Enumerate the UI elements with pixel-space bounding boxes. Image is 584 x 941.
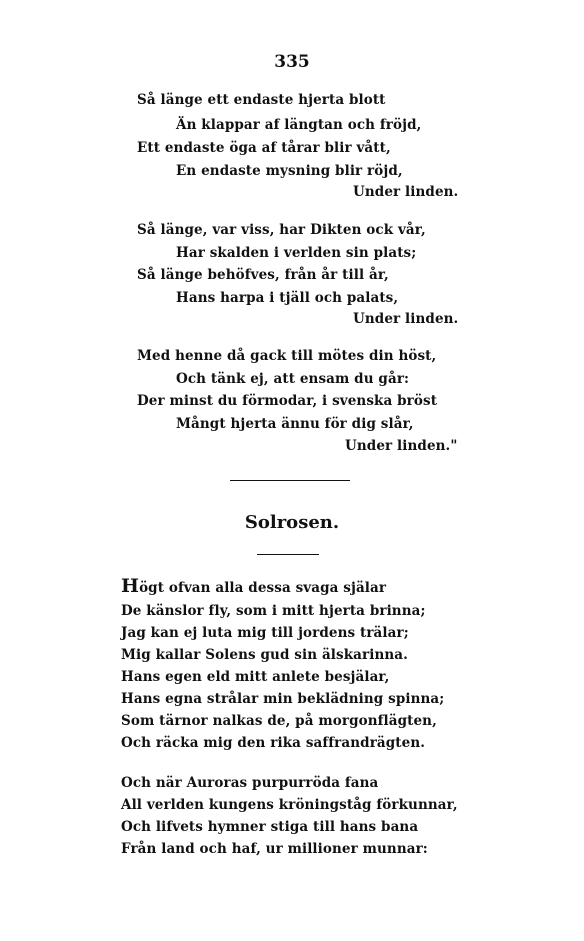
verse-line: Hans harpa i tjäll och palats, xyxy=(176,290,399,306)
verse-line: Mig kallar Solens gud sin älskarinna. xyxy=(121,647,408,663)
verse-line: Så länge, var viss, har Dikten ock vår, xyxy=(137,222,426,238)
verse-line: Från land och haf, ur millioner munnar: xyxy=(121,841,428,857)
drop-initial: H xyxy=(121,575,140,597)
refrain-line: Under linden." xyxy=(345,438,458,454)
verse-line: De känslor fly, som i mitt hjerta brinna; xyxy=(121,603,426,619)
verse-line-text: ögt ofvan alla dessa svaga själar xyxy=(139,580,387,596)
refrain-line: Under linden. xyxy=(353,184,459,200)
page-number: 335 xyxy=(274,52,310,72)
verse-line: Hans egna strålar min beklädning spinna; xyxy=(121,691,445,707)
verse-line: Så länge ett endaste hjerta blott xyxy=(137,92,386,108)
verse-line: Och när Auroras purpurröda fana xyxy=(121,775,379,791)
verse-line: Har skalden i verlden sin plats; xyxy=(176,245,417,261)
verse-line: Så länge behöfves, från år till år, xyxy=(137,267,389,283)
verse-line: Som tärnor nalkas de, på morgonflägten, xyxy=(121,713,437,729)
verse-line: Ett endaste öga af tårar blir vått, xyxy=(137,140,391,156)
verse-line: Än klappar af längtan och fröjd, xyxy=(176,117,422,133)
poem-title: Solrosen. xyxy=(244,512,340,533)
verse-line: En endaste mysning blir röjd, xyxy=(176,163,403,179)
verse-line: Och räcka mig den rika saffrandrägten. xyxy=(121,735,426,751)
verse-line xyxy=(121,577,386,596)
verse-line: Och lifvets hymner stiga till hans bana xyxy=(121,819,419,835)
verse-line: Hans egen eld mitt anlete besjälar, xyxy=(121,669,390,685)
verse-line: Med henne då gack till mötes din höst, xyxy=(137,348,437,364)
verse-line: Och tänk ej, att ensam du går: xyxy=(176,371,410,387)
title-underline-rule xyxy=(257,554,319,555)
verse-line: All verlden kungens kröningståg förkunnar, xyxy=(121,797,458,813)
verse-line: Der minst du förmodar, i svenska bröst xyxy=(137,393,438,409)
verse-line: Jag kan ej luta mig till jordens trälar; xyxy=(121,625,409,641)
verse-line: Mångt hjerta ännu för dig slår, xyxy=(176,416,414,432)
section-divider-rule xyxy=(230,480,350,481)
refrain-line: Under linden. xyxy=(353,311,459,327)
